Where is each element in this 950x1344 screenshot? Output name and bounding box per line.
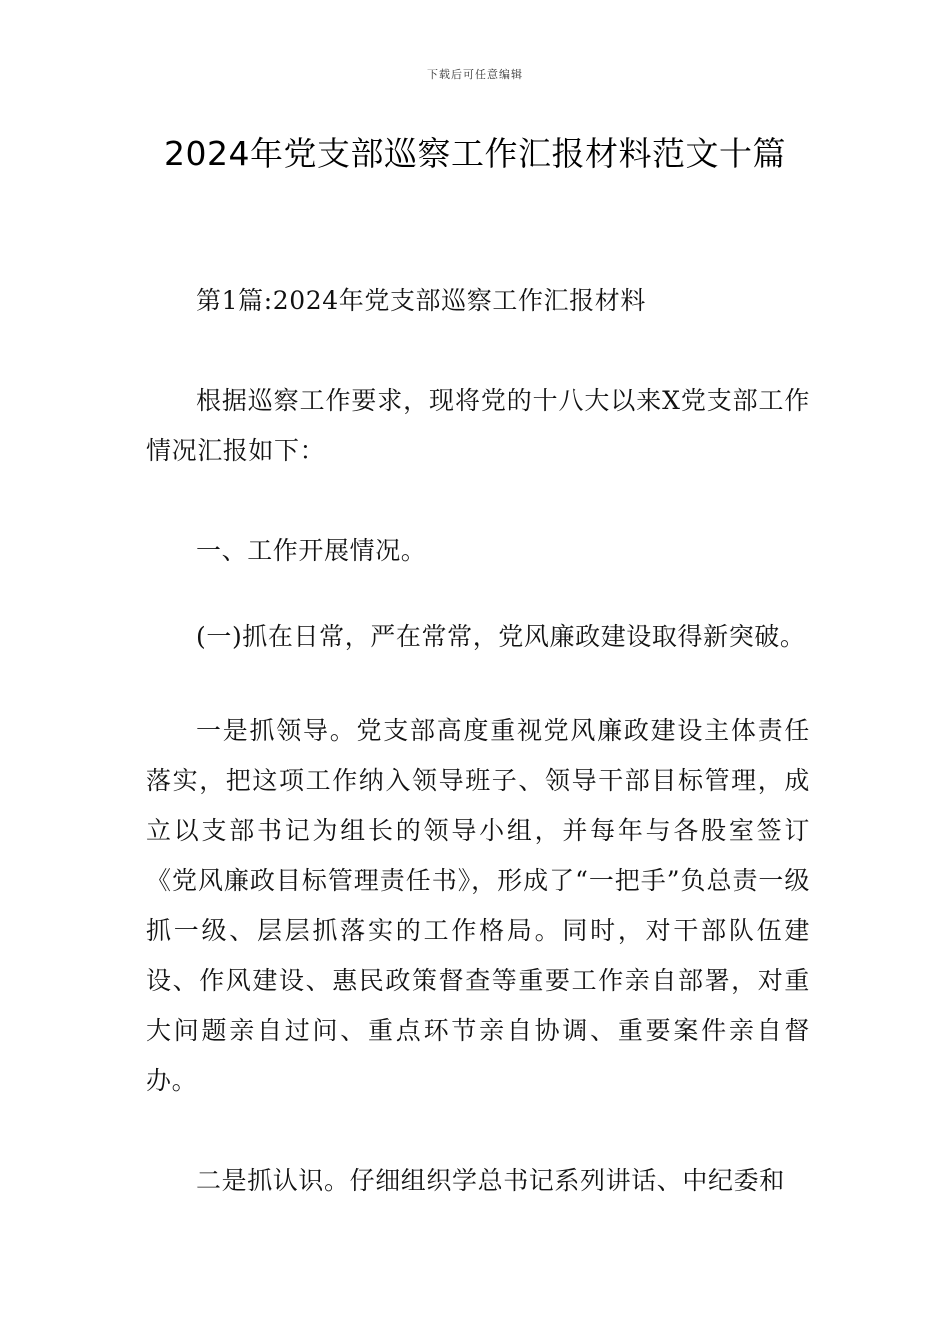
paragraph-awareness: 二是抓认识。仔细组织学总书记系列讲话、中纪委和 — [196, 1166, 785, 1195]
paragraph-section-heading: 第1篇:2024年党支部巡察工作汇报材料 — [196, 286, 646, 315]
paragraph-part-one-heading: 一、工作开展情况。 — [196, 536, 427, 565]
paragraph-intro: 根据巡察工作要求，现将党的十八大以来X党支部工作情况汇报如下： — [146, 386, 810, 465]
paragraph-subheading-one: (一)抓在日常，严在常常，党风廉政建设取得新突破。 — [196, 622, 806, 651]
document-title: 2024年党支部巡察工作汇报材料范文十篇 — [164, 134, 786, 173]
header-note: 下载后可任意编辑 — [427, 68, 523, 81]
paragraph-leadership: 一是抓领导。党支部高度重视党风廉政建设主体责任落实，把这项工作纳入领导班子、领导干部目标管理，成立以支部书记为组长的领导小组，并每年与各股室签订《党风廉政目标管理责任书》，形成了“一把手”负总责一级抓一级、层层抓落实的工作格局。同时，对干部队伍建设、作风建设、惠民政策督查等重要工作亲自部署，对重大问题亲自过问、重点环节亲自协调、重要案件亲自督办。 — [146, 716, 810, 1095]
